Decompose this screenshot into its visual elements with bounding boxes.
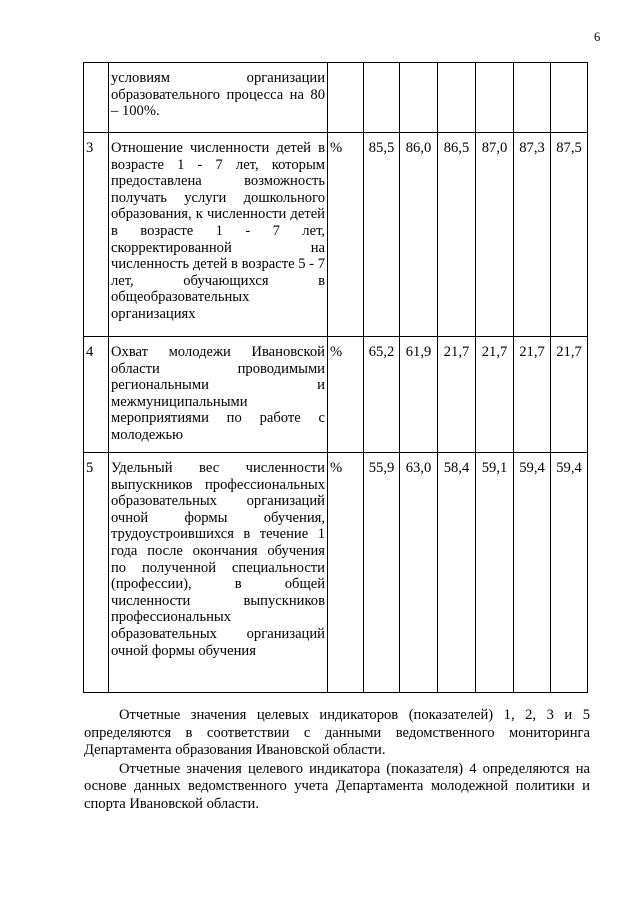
table-row bbox=[84, 453, 588, 693]
value-cell: 59,1 bbox=[476, 453, 514, 693]
body-text bbox=[84, 707, 590, 814]
value-cell: 55,9 bbox=[364, 453, 400, 693]
value-cell bbox=[514, 63, 551, 133]
paragraph-reporting-education: Отчетные значения целевых индикаторов (показателей) 1, 2, 3 и 5 определяются в соответствии с данными ведомственного мониторинга Департамента образования Ивановской области. bbox=[84, 707, 590, 758]
row-number: 5 bbox=[84, 453, 109, 693]
row-number: 4 bbox=[84, 337, 109, 453]
table-row bbox=[84, 63, 588, 133]
indicator-description: Охват молодежи Ивановской области проводимыми региональными и межмуниципальными мероприятиями по работе с молодежью bbox=[109, 337, 328, 453]
unit-cell: % bbox=[328, 337, 364, 453]
value-cell bbox=[364, 63, 400, 133]
value-cell: 87,3 bbox=[514, 133, 551, 337]
value-cell: 63,0 bbox=[400, 453, 438, 693]
value-cell bbox=[400, 63, 438, 133]
value-cell bbox=[438, 63, 476, 133]
value-cell: 21,7 bbox=[551, 337, 588, 453]
value-cell: 58,4 bbox=[438, 453, 476, 693]
value-cell: 21,7 bbox=[514, 337, 551, 453]
indicator-description: Отношение численности детей в возрасте 1 - 7 лет, которым предоставлена возможность получать услуги дошкольного образования, к численности детей в возрасте 1 - 7 лет, скорректированной на численность детей в возрасте 5 - 7 лет, обучающихся в общеобразовательных организациях bbox=[109, 133, 328, 337]
unit-cell: % bbox=[328, 453, 364, 693]
value-cell: 59,4 bbox=[514, 453, 551, 693]
value-cell bbox=[551, 63, 588, 133]
paragraph-reporting-youth: Отчетные значения целевого индикатора (показателя) 4 определяются на основе данных ведомственного учета Департамента молодежной политики и спорта Ивановской области. bbox=[84, 760, 590, 812]
table-row bbox=[84, 133, 588, 337]
table-row bbox=[84, 337, 588, 453]
indicator-description: условиям организации образовательного процесса на 80 – 100%. bbox=[109, 63, 328, 133]
value-cell: 85,5 bbox=[364, 133, 400, 337]
value-cell bbox=[476, 63, 514, 133]
row-number: 3 bbox=[84, 133, 109, 337]
value-cell: 87,0 bbox=[476, 133, 514, 337]
value-cell: 87,5 bbox=[551, 133, 588, 337]
value-cell: 86,0 bbox=[400, 133, 438, 337]
indicator-description: Удельный вес численности выпускников профессиональных образовательных организаций очной формы обучения, трудоустроившихся в течение 1 года после окончания обучения по полученной специальности (профессии), в общей численности выпускников профессиональных образовательных организаций очной формы обучения bbox=[109, 453, 328, 693]
row-number bbox=[84, 63, 109, 133]
unit-cell bbox=[328, 63, 364, 133]
value-cell: 61,9 bbox=[400, 337, 438, 453]
value-cell: 86,5 bbox=[438, 133, 476, 337]
value-cell: 59,4 bbox=[551, 453, 588, 693]
value-cell: 65,2 bbox=[364, 337, 400, 453]
value-cell: 21,7 bbox=[438, 337, 476, 453]
unit-cell: % bbox=[328, 133, 364, 337]
value-cell: 21,7 bbox=[476, 337, 514, 453]
page-number: 6 bbox=[594, 30, 601, 44]
indicators-table bbox=[83, 62, 588, 693]
